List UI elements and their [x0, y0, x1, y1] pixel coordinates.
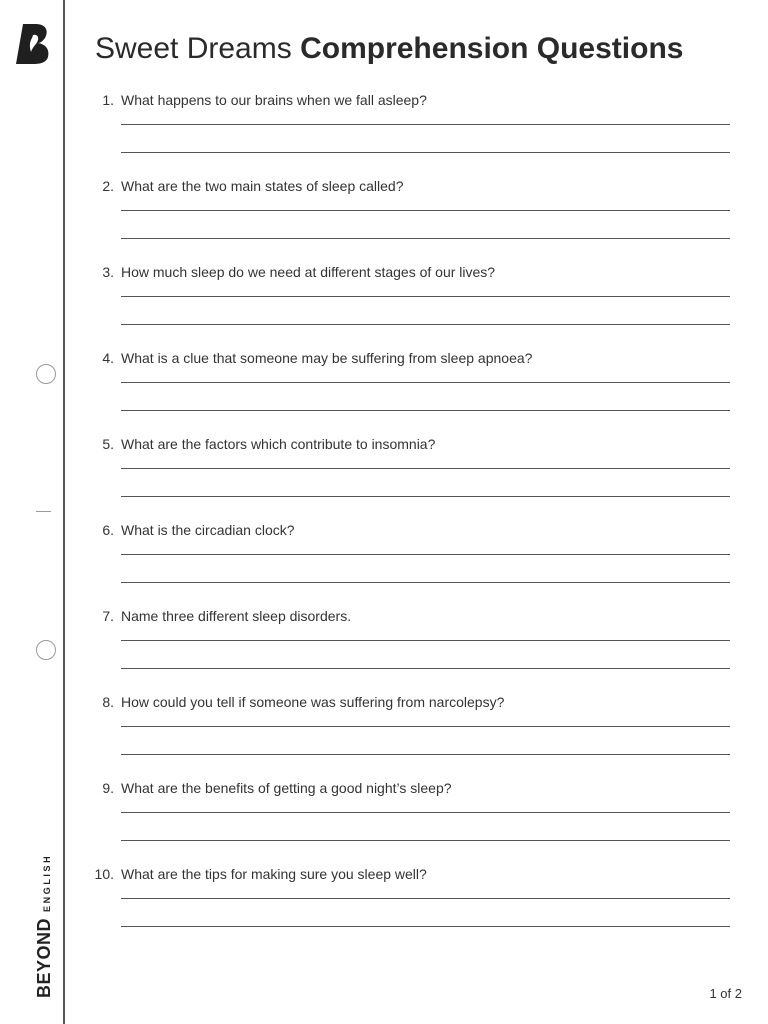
answer-line[interactable]: [121, 812, 730, 813]
question-text: What happens to our brains when we fall asleep?: [121, 92, 427, 108]
answer-line[interactable]: [121, 152, 730, 153]
answer-line[interactable]: [121, 296, 730, 297]
question-number: 2.: [102, 178, 114, 194]
question-text: What are the benefits of getting a good night’s sleep?: [121, 780, 452, 796]
page-title: [95, 32, 683, 66]
question-text: What is the circadian clock?: [121, 522, 295, 538]
answer-line[interactable]: [121, 726, 730, 727]
answer-line[interactable]: [121, 382, 730, 383]
question-number: 8.: [102, 694, 114, 710]
question-item: [0, 435, 768, 515]
question-item: [0, 779, 768, 859]
question-item: [0, 693, 768, 773]
question-number: 6.: [102, 522, 114, 538]
answer-line[interactable]: [121, 496, 730, 497]
question-text: How much sleep do we need at different stages of our lives?: [121, 264, 496, 280]
answer-line[interactable]: [121, 582, 730, 583]
question-item: [0, 349, 768, 429]
question-number: 3.: [102, 264, 114, 280]
answer-line[interactable]: [121, 324, 730, 325]
page-number: 1 of 2: [709, 986, 742, 1001]
question-text: What is a clue that someone may be suffering from sleep apnoea?: [121, 350, 533, 366]
answer-line[interactable]: [121, 238, 730, 239]
question-text: Name three different sleep disorders.: [121, 608, 352, 624]
answer-line[interactable]: [121, 926, 730, 927]
question-text: How could you tell if someone was suffering from narcolepsy?: [121, 694, 505, 710]
question-item: [0, 865, 768, 945]
answer-line[interactable]: [121, 554, 730, 555]
question-text: What are the tips for making sure you sleep well?: [121, 866, 427, 882]
answer-line[interactable]: [121, 898, 730, 899]
question-number: 1.: [102, 92, 114, 108]
question-item: [0, 263, 768, 343]
answer-line[interactable]: [121, 754, 730, 755]
question-item: [0, 177, 768, 257]
answer-line[interactable]: [121, 640, 730, 641]
question-item: [0, 521, 768, 601]
beyond-b-logo-icon: [14, 22, 52, 66]
answer-line[interactable]: [121, 468, 730, 469]
question-number: 4.: [102, 350, 114, 366]
answer-line[interactable]: [121, 210, 730, 211]
question-text: What are the factors which contribute to insomnia?: [121, 436, 436, 452]
question-number: 10.: [94, 866, 114, 882]
answer-line[interactable]: [121, 124, 730, 125]
answer-line[interactable]: [121, 410, 730, 411]
title-bold: Comprehension Questions: [300, 32, 684, 65]
question-number: 7.: [102, 608, 114, 624]
answer-line[interactable]: [121, 840, 730, 841]
title-light: Sweet Dreams: [95, 32, 292, 65]
question-item: [0, 607, 768, 687]
brand-name: BEYOND: [34, 917, 54, 998]
question-text: What are the two main states of sleep called?: [121, 178, 404, 194]
brand-tagline: ENGLISH: [42, 853, 52, 912]
question-item: [0, 91, 768, 171]
answer-line[interactable]: [121, 668, 730, 669]
question-number: 5.: [102, 436, 114, 452]
question-number: 9.: [102, 780, 114, 796]
